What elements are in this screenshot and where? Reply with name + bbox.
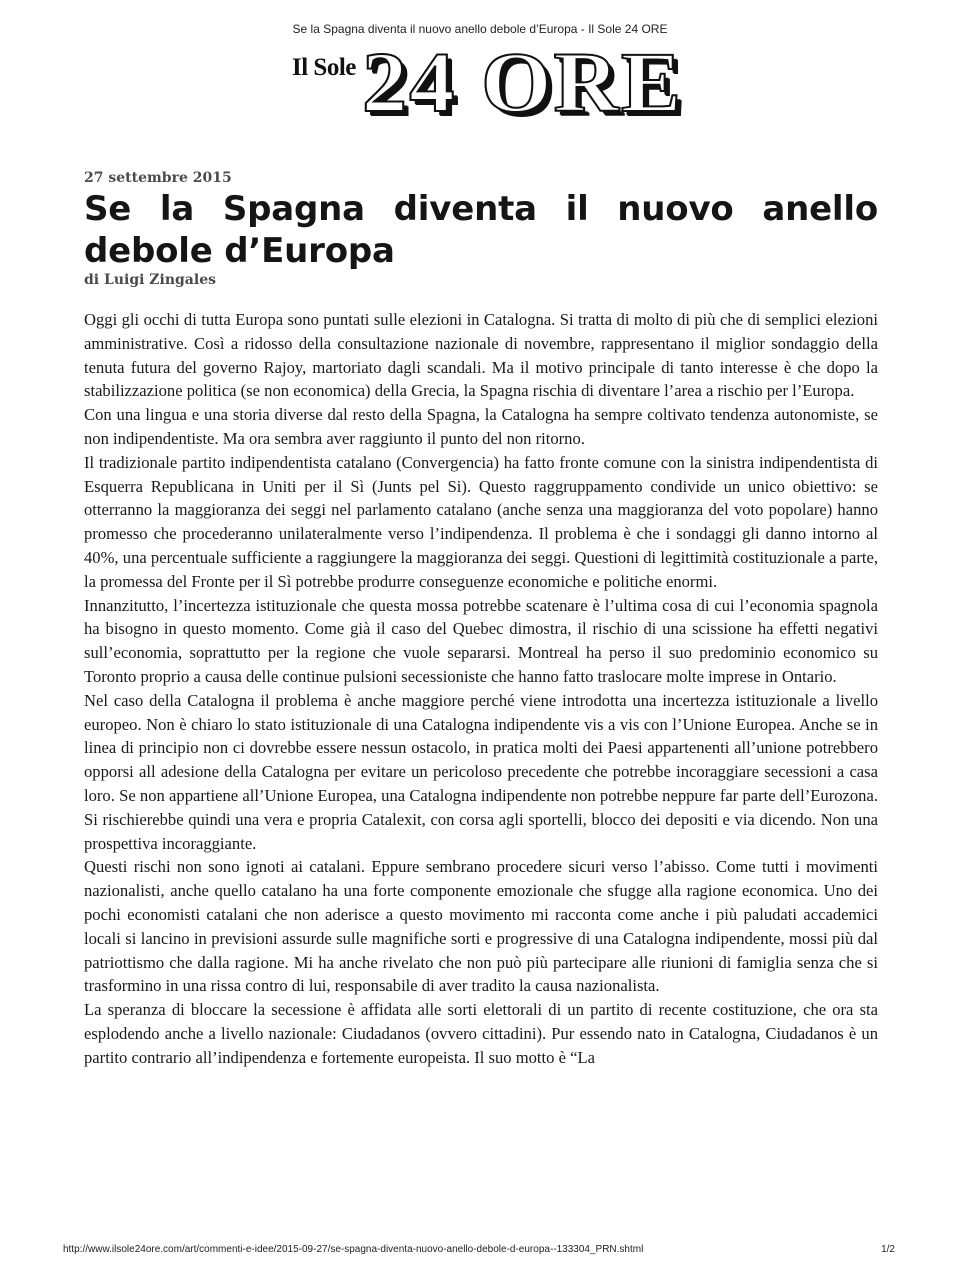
footer-url: http://www.ilsole24ore.com/art/commenti-e-idee/2015-09-27/se-spagna-diventa-nuovo-anello-debole-d-europa--133304_PRN.shtml xyxy=(63,1244,644,1255)
body-paragraph: Nel caso della Catalogna il problema è anche maggiore perché viene introdotta una incertezza istituzionale a livello europeo. Non è chiaro lo stato istituzionale di una Catalogna indipendente vis a vis con l’Unione Europea. Anche se in linea di principio non ci dovrebbe essere nessun ostacolo, in pratica molti dei Paesi appartenenti all’unione potrebbero opporsi all adesione della Catalogna per evitare un pericoloso precedente che potrebbe incoraggiare secessioni a casa loro. Se non appartiene all’Unione Europea, una Catalogna indipendente non potrebbe neppure far parte dell’Eurozona. Si rischierebbe quindi una vera e propria Catalexit, con corsa agli sportelli, blocco dei depositi e via dicendo. Non una prospettiva incoraggiante. xyxy=(84,690,878,853)
body-paragraph: Il tradizionale partito indipendentista catalano (Convergencia) ha fatto fronte comune con la sinistra indipendentista di Esquerra Republicana in Uniti per il Sì (Junts pel Si). Questo raggruppamento condivide un unico obiettivo: se otterranno la maggioranza dei seggi nel parlamento catalano (anche senza una maggioranza del voto popolare) hanno promesso che procederanno unilateralmente verso l’indipendenza. Il problema è che i sondaggi gli danno intorno al 40%, una percentuale sufficiente a raggiungere la maggioranza dei seggi. Questioni di legittimità costituzionale a parte, la promessa del Fronte per il Sì potrebbe produrre conseguenze economiche e politiche enormi. xyxy=(84,452,878,591)
article-body xyxy=(84,308,878,1070)
body-paragraph: La speranza di bloccare la secessione è affidata alle sorti elettorali di un partito di recente costituzione, che ora sta esplodendo anche a livello nazionale: Ciudadanos (ovvero cittadini). Pur essendo nato in Catalogna, Ciudadanos è un partito contrario all’indipendenza e fortemente europeista. Il suo motto è “La xyxy=(84,1000,878,1067)
body-paragraph: Questi rischi non sono ignoti ai catalani. Eppure sembrano procedere sicuri verso l’abisso. Come tutti i movimenti nazionalisti, anche quello catalano ha una forte componente emozionale che sfugge alla ragione economica. Uno dei pochi economisti catalani che non aderisce a questo movimento mi racconta come anche i più paludati accademici locali si lancino in previsioni assurde sulle magnifiche sorti e progressive di una Catalogna indipendente, mossi più dal patriottismo che dalla ragione. Mi ha anche rivelato che non può più partecipare alle riunioni di famiglia senza che si trasformino in una rissa contro di lui, responsabile di aver tradito la causa nazionalista. xyxy=(84,857,878,996)
masthead-big-text: 24 ORE xyxy=(362,34,684,130)
print-header: Se la Spagna diventa il nuovo anello debole d’Europa - Il Sole 24 ORE xyxy=(292,22,668,36)
footer-page-number: 1/2 xyxy=(881,1244,895,1255)
masthead-logo xyxy=(0,34,960,136)
masthead-small-text: Il Sole xyxy=(292,54,356,81)
article-date: 27 settembre 2015 xyxy=(84,170,232,186)
article-title: Se la Spagna diventa il nuovo anello debole d’Europa xyxy=(84,189,878,271)
body-paragraph: Oggi gli occhi di tutta Europa sono puntati sulle elezioni in Catalogna. Si tratta di molto di più che di semplici elezioni amministrative. Così a ridosso della consultazione nazionale di novembre, rappresentano il miglior sondaggio della tenuta futura del governo Rajoy, martoriato dagli scandali. Ma il motivo principale di tanto interesse è che dopo la stabilizzazione politica (se non economica) della Grecia, la Spagna rischia di diventare l’area a rischio per l’Europa. xyxy=(84,310,878,401)
article-byline: di Luigi Zingales xyxy=(84,272,216,288)
body-paragraph: Con una lingua e una storia diverse dal resto della Spagna, la Catalogna ha sempre coltivato tendenza autonomiste, se non indipendentiste. Ma ora sembra aver raggiunto il punto del non ritorno. xyxy=(84,405,878,448)
body-paragraph: Innanzitutto, l’incertezza istituzionale che questa mossa potrebbe scatenare è l’ultima cosa di cui l’economia spagnola ha bisogno in questo momento. Come già il caso del Quebec dimostra, il rischio di una scissione ha effetti negativi sull’economia, soprattutto per la regione che vuole separarsi. Montreal ha perso il suo predominio economico su Toronto proprio a causa delle continue pulsioni secessioniste che hanno fatto traslocare molte imprese in Ontario. xyxy=(84,595,878,686)
article xyxy=(84,170,878,1070)
